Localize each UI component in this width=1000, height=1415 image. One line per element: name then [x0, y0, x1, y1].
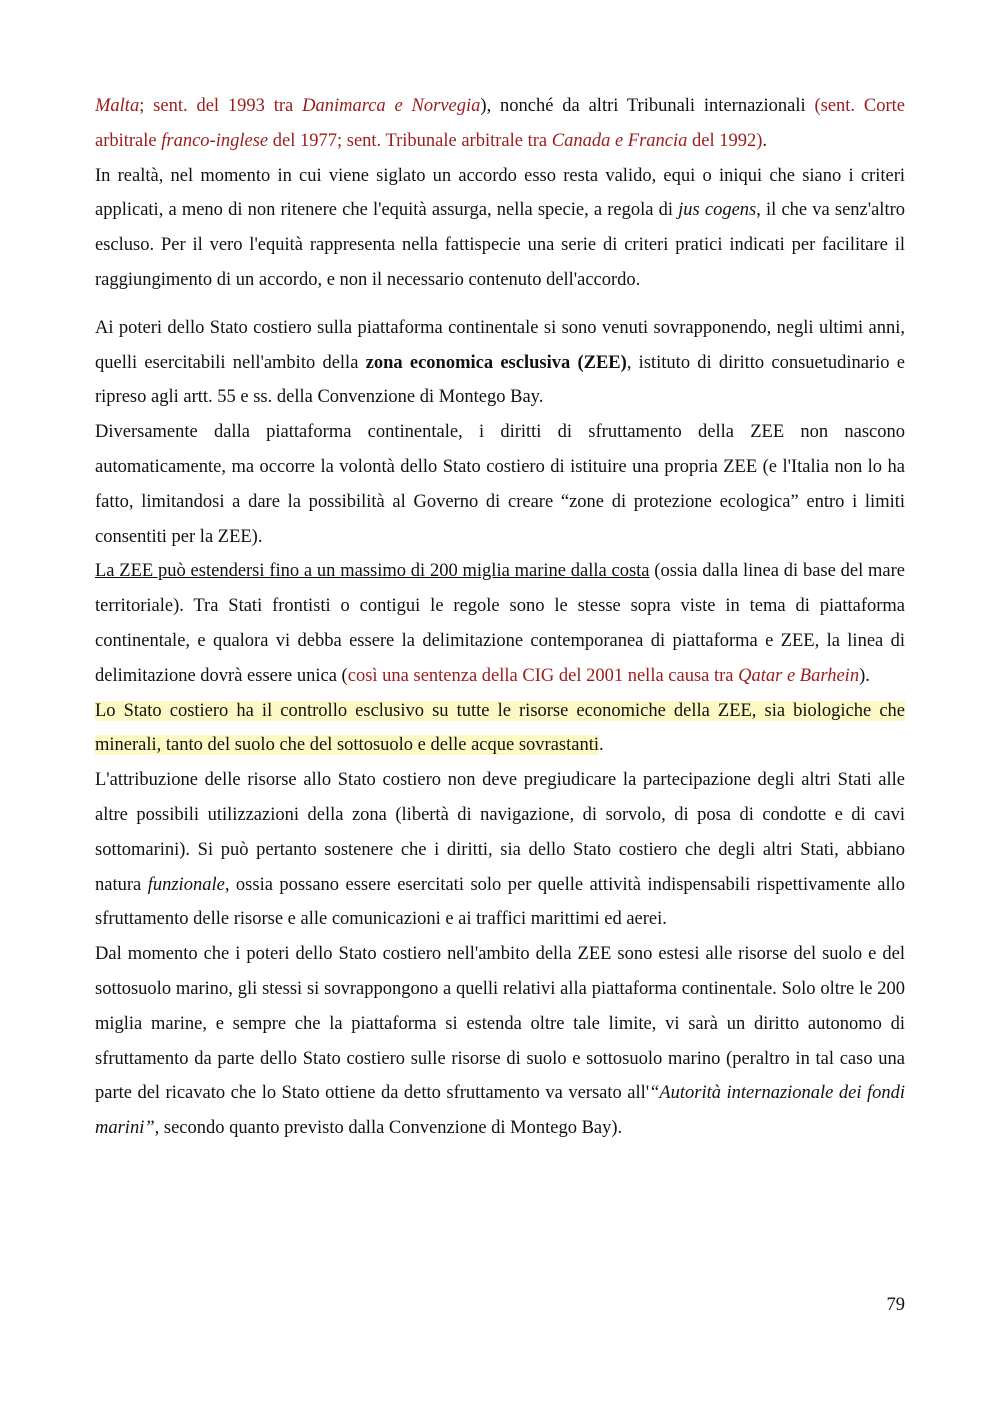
underlined-rule: La ZEE può estendersi fino a un massimo di 200 miglia marine dalla costa	[95, 561, 650, 582]
paragraph-text: (ossia dalla linea di base del mare territoriale). Tra Stati frontisti o contigui le regole sono le stesse sopra viste in tema di piattaforma continentale, e qualora vi debba essere la delimitazione contemporanea di piattaforma e ZEE, la linea di delimitazione dovrà essere unica (	[95, 561, 905, 686]
document-body	[95, 89, 905, 1146]
paragraph-text: , istituto di diritto consuetudinario e ripreso agli artt. 55 e ss. della Convenzione di Montego Bay.	[95, 352, 905, 408]
paragraph-text: .	[599, 735, 604, 756]
paragraph-zee-rights	[95, 415, 905, 554]
paragraph-text: Diversamente dalla piattaforma continentale, i diritti di sfruttamento della ZEE non nascono automaticamente, ma occorre la volontà dello Stato costiero di istituire una propria ZEE (e l'Italia non lo ha fatto, limitandosi a dare la possibilità al Governo di creare “zone di protezione ecologica” entro i limiti consentiti per la ZEE).	[95, 422, 905, 547]
paragraph-resource-attribution	[95, 763, 905, 937]
citation-text: ; sent. del 1993 tra	[139, 96, 303, 116]
term-jus-cogens: jus cogens	[678, 200, 757, 221]
citation-franco-inglese: franco-inglese	[161, 130, 269, 151]
paragraph-text: .	[762, 130, 768, 151]
paragraph-text: ), nonché da altri Tribunali internazionali	[480, 96, 815, 116]
paragraph-text: ).	[859, 665, 870, 686]
paragraph-text: L'attribuzione delle risorse allo Stato costiero non deve pregiudicare la partecipazione degli altri Stati alle altre possibili utilizzazioni della zona (libertà di navigazione, di sorvolo, di posa di condotte e di cavi sottomarini). Si può pertanto sostenere che i diritti, sia dello Stato costiero che degli altri Stati, abbiano natura	[95, 770, 905, 895]
citation-danimarca-norvegia: Danimarca e Norvegia	[302, 96, 481, 116]
paragraph-zee-control	[95, 694, 905, 764]
page-number: 79	[886, 1295, 905, 1315]
paragraph-text: , secondo quanto previsto dalla Convenzione di Montego Bay).	[154, 1118, 623, 1139]
citation-text: del 1977; sent. Tribunale arbitrale tra	[268, 130, 552, 151]
paragraph-zee-intro	[95, 311, 905, 415]
paragraph-text: Dal momento che i poteri dello Stato costiero nell'ambito della ZEE sono estesi alle risorse del suolo e del sottosuolo marino, gli stessi si sovrappongono a quelli relativi alla piattaforma continentale. Solo oltre le 200 miglia marine, e sempre che la piattaforma si estenda oltre tale limite, vi sarà un diritto autonomo di sfruttamento da parte dello Stato costiero sulle risorse di suolo e sottosuolo marino (peraltro in tal caso una parte del ricavato che lo Stato ottiene da detto sfruttamento va versato all'	[95, 944, 905, 1104]
paragraph-text: Ai poteri dello Stato costiero sulla piattaforma continentale si sono venuti sovrapponendo, negli ultimi anni, quelli esercitabili nell'ambito della	[95, 317, 905, 373]
citation-qatar-barhein: Qatar e Barhein	[738, 665, 860, 686]
citation-canada-francia: Canada e Francia	[551, 130, 688, 151]
highlighted-text: Lo Stato costiero ha il controllo esclusivo su tutte le risorse economiche della ZEE, sia biologiche che minerali, tanto del suolo che del sottosuolo e delle acque sovrastanti	[95, 700, 905, 756]
citation-malta: Malta	[95, 96, 140, 116]
citation-text: del 1992)	[687, 130, 763, 151]
paragraph-text: , il che va senz'altro escluso. Per il vero l'equità rappresenta nella fattispecie una serie di criteri pratici indicati per facilitare il raggiungimento di un accordo, e non il necessario contenuto dell'accordo.	[95, 200, 906, 290]
citation-text: (sent. Corte arbitrale	[95, 96, 905, 151]
paragraph-text: , ossia possano essere esercitati solo per quelle attività indispensabili rispettivamente allo sfruttamento delle risorse e alle comunicazioni e ai traffici marittimi ed aerei.	[95, 874, 905, 930]
term-autorita-internazionale: “Autorità internazionale dei fondi marini”	[95, 1083, 905, 1139]
citation-text: così una sentenza della CIG del 2001 nella causa tra	[347, 665, 739, 686]
paragraph-zee-extent	[95, 554, 905, 693]
paragraph-overlap	[95, 937, 905, 1146]
term-funzionale: funzionale	[147, 874, 225, 895]
paragraph-text: In realtà, nel momento in cui viene siglato un accordo esso resta valido, equi o iniqui che siano i criteri applicati, a meno di non ritenere che l'equità assurga, nella specie, a regola di	[95, 165, 905, 221]
paragraph-equity	[95, 159, 905, 298]
term-zee: zona economica esclusiva (ZEE)	[365, 352, 627, 373]
paragraph-case-law-continued	[95, 89, 905, 159]
